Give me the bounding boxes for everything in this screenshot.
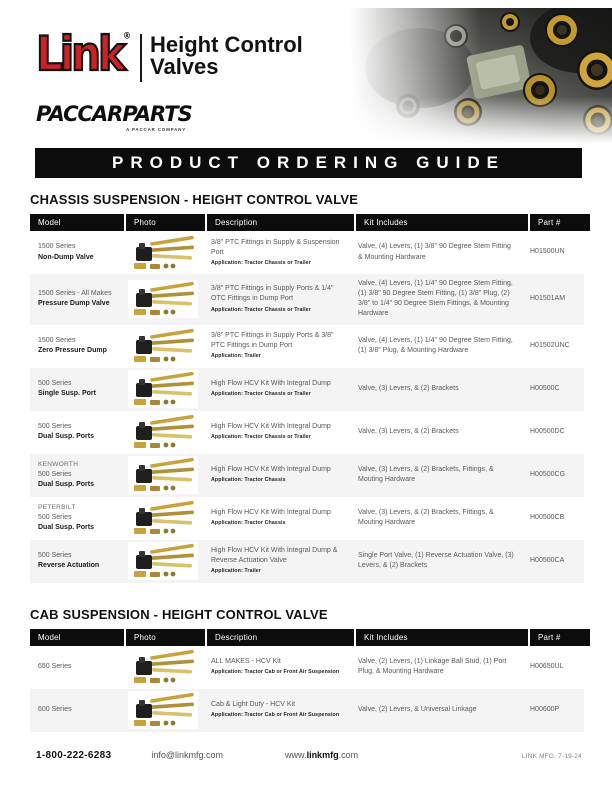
model-cell bbox=[30, 700, 124, 720]
description-cell bbox=[203, 326, 350, 366]
table-row bbox=[30, 231, 584, 274]
part-number: H01500UN bbox=[530, 248, 565, 256]
description-text: High Flow HCV Kit With Integral Dump & Reverse Actuation Valve bbox=[211, 547, 338, 565]
table-row bbox=[30, 646, 584, 689]
model-variant: Dual Susp. Ports bbox=[38, 523, 95, 531]
product-photo bbox=[128, 327, 198, 365]
column-header-part-number: Part # bbox=[530, 629, 590, 646]
product-photo bbox=[128, 280, 198, 318]
kit-includes-text: Valve, (4) Levers, (1) 1/4" 90 Degree Stem Fitting, (1) 3/8" Plug, & Mounting Hardware bbox=[358, 336, 513, 355]
valve-kit-photo-icon bbox=[130, 328, 196, 364]
photo-cell bbox=[124, 411, 203, 453]
description-cell bbox=[203, 417, 350, 447]
model-series: 500 Series bbox=[38, 379, 72, 387]
kit-includes-text: Single Port Valve, (1) Reverse Actuation Valve, (3) Levers, & (2) Brackets bbox=[358, 551, 514, 570]
table-row bbox=[30, 368, 584, 411]
description-text: High Flow HCV Kit With Integral Dump bbox=[211, 423, 331, 431]
registered-mark: ® bbox=[123, 30, 131, 41]
kit-includes-text: Valve, (2) Levers, & Universal Linkage bbox=[358, 705, 477, 713]
model-cell bbox=[30, 417, 124, 447]
description-text: High Flow HCV Kit With Integral Dump bbox=[211, 380, 331, 388]
description-cell bbox=[203, 695, 350, 725]
model-variant: Dual Susp. Ports bbox=[38, 433, 95, 441]
description-text: 3/8" PTC Fittings in Supply Ports & 3/8" PTC Fittings in Dump Port bbox=[211, 332, 334, 350]
valve-kit-photo-icon bbox=[130, 235, 196, 271]
model-series: 1500 Series bbox=[38, 336, 76, 344]
photo-cell bbox=[124, 497, 203, 539]
model-series: 1500 Series - All Makes bbox=[38, 290, 112, 298]
model-series: 500 Series bbox=[38, 513, 72, 521]
photo-cell bbox=[124, 540, 203, 582]
application-text: Application: Tractor Chassis or Trailer bbox=[211, 259, 311, 266]
model-cell bbox=[30, 657, 124, 677]
kit-includes-text: Valve, (4) Levers, (1) 1/4" 90 Degree Stem Fitting, (1) 3/8" 90 Degree Stem Fitting, (1) 3/8" Plug, (2) 3/8" to 1/4" 90 Degree Stem Fittings, & Mounting Hardware bbox=[358, 280, 513, 318]
description-text: 3/8" PTC Fittings in Supply & Suspension Port bbox=[211, 238, 340, 256]
photo-cell bbox=[124, 646, 203, 688]
product-photo bbox=[128, 456, 198, 494]
valve-kit-photo-icon bbox=[130, 543, 196, 579]
model-variant: Non-Dump Valve bbox=[38, 253, 94, 261]
model-cell bbox=[30, 455, 124, 495]
description-cell bbox=[203, 233, 350, 273]
part-number: H00500CG bbox=[530, 470, 566, 478]
table-body bbox=[30, 646, 584, 732]
model-cell bbox=[30, 237, 124, 267]
product-title bbox=[150, 32, 303, 79]
revision-note: LINK MFG. 7-19-24 bbox=[521, 753, 582, 760]
photo-cell bbox=[124, 368, 203, 410]
model-series: 500 Series bbox=[38, 551, 72, 559]
valve-kit-photo-icon bbox=[130, 414, 196, 450]
application-text: Application: Tractor Chassis or Trailer bbox=[211, 434, 311, 441]
tables-area bbox=[30, 192, 584, 732]
description-text: ALL MAKES - HCV Kit bbox=[211, 658, 281, 666]
valve-kit-photo-icon bbox=[130, 692, 196, 728]
section-title: CAB SUSPENSION - HEIGHT CONTROL VALVE bbox=[30, 606, 328, 622]
model-make: KENWORTH bbox=[38, 461, 79, 469]
kit-includes-text: Valve, (3) Levers, & (2) Brackets bbox=[358, 427, 459, 435]
model-variant: Dual Susp. Ports bbox=[38, 480, 95, 488]
description-text: Cab & Light Duty - HCV Kit bbox=[211, 701, 296, 709]
valve-kit-photo-icon bbox=[130, 457, 196, 493]
kit-includes-text: Valve, (4) Levers, (1) 3/8" 90 Degree Stem Fitting & Mounting Hardware bbox=[358, 243, 511, 261]
column-header-part-number: Part # bbox=[530, 214, 590, 231]
photo-cell bbox=[124, 232, 203, 274]
application-text: Application: Tractor Chassis or Trailer bbox=[211, 391, 311, 398]
application-text: Application: Tractor Cab or Front Air Suspension bbox=[211, 669, 340, 676]
column-header-kit-includes: Kit Includes bbox=[356, 629, 528, 646]
valve-kit-photo-icon bbox=[130, 371, 196, 407]
table-body bbox=[30, 231, 584, 583]
application-text: Application: Tractor Chassis bbox=[211, 520, 286, 527]
part-number: H01501AM bbox=[530, 295, 566, 303]
part-number: H00500DC bbox=[530, 427, 565, 435]
model-cell bbox=[30, 546, 124, 576]
description-cell bbox=[203, 374, 350, 404]
product-photo bbox=[128, 499, 198, 537]
part-number: H00500C bbox=[530, 384, 560, 392]
product-photo bbox=[128, 413, 198, 451]
model-cell bbox=[30, 374, 124, 404]
website-link[interactable] bbox=[285, 750, 358, 760]
product-section bbox=[30, 192, 584, 583]
column-header-model: Model bbox=[30, 214, 124, 231]
part-number: H00600P bbox=[530, 705, 560, 713]
column-header-description: Description bbox=[207, 629, 354, 646]
column-header-kit-includes: Kit Includes bbox=[356, 214, 528, 231]
footer bbox=[36, 750, 582, 761]
kit-includes-text: Valve, (2) Levers, (1) Linkage Ball Stud, (1) Port Plug, & Mounting Hardware bbox=[358, 657, 507, 676]
table-header-row bbox=[30, 214, 584, 231]
kit-includes-text: Valve, (3) Levers, & (2) Brackets bbox=[358, 384, 459, 392]
table-row bbox=[30, 274, 584, 325]
link-logo: Link® bbox=[36, 26, 131, 82]
table-row bbox=[30, 325, 584, 368]
website-suffix: .com bbox=[338, 750, 359, 760]
phone-number: 1-800-222-6283 bbox=[36, 750, 112, 761]
table-row bbox=[30, 689, 584, 732]
description-text: High Flow HCV Kit With Integral Dump bbox=[211, 466, 331, 474]
paccar-word: PACCAR bbox=[36, 102, 123, 126]
description-cell bbox=[203, 541, 350, 581]
valve-machinery-photo-icon bbox=[350, 8, 612, 144]
model-cell bbox=[30, 498, 124, 538]
product-photo bbox=[128, 691, 198, 729]
product-photo bbox=[128, 648, 198, 686]
photo-cell bbox=[124, 454, 203, 496]
product-photo bbox=[128, 234, 198, 272]
table-row bbox=[30, 454, 584, 497]
valve-kit-photo-icon bbox=[130, 649, 196, 685]
model-cell bbox=[30, 284, 124, 314]
table-header-row bbox=[30, 629, 584, 646]
part-number: H00650UL bbox=[530, 662, 564, 670]
column-header-model: Model bbox=[30, 629, 124, 646]
model-variant: Pressure Dump Valve bbox=[38, 300, 110, 308]
model-series: 600 Series bbox=[38, 705, 72, 713]
valve-kit-photo-icon bbox=[130, 281, 196, 317]
application-text: Application: Tractor Cab or Front Air Suspension bbox=[211, 712, 340, 719]
section-title: CHASSIS SUSPENSION - HEIGHT CONTROL VALVE bbox=[30, 192, 359, 207]
product-photo bbox=[128, 542, 198, 580]
part-number: H00500CB bbox=[530, 513, 565, 521]
description-text: High Flow HCV Kit With Integral Dump bbox=[211, 509, 331, 517]
application-text: Application: Trailer bbox=[211, 568, 261, 575]
model-variant: Reverse Actuation bbox=[38, 562, 100, 570]
column-header-description: Description bbox=[207, 214, 354, 231]
model-series: 500 Series bbox=[38, 470, 72, 478]
model-variant: Zero Pressure Dump bbox=[38, 347, 107, 355]
parts-word: PARTS bbox=[122, 102, 192, 126]
application-text: Application: Tractor Chassis or Trailer bbox=[211, 306, 311, 313]
description-cell bbox=[203, 652, 350, 682]
product-title-line2: Valves bbox=[150, 54, 219, 80]
part-number: H00500CA bbox=[530, 556, 565, 564]
photo-cell bbox=[124, 325, 203, 367]
photo-cell bbox=[124, 278, 203, 320]
description-cell bbox=[203, 503, 350, 533]
model-series: 650 Series bbox=[38, 662, 72, 670]
model-cell bbox=[30, 331, 124, 361]
application-text: Application: Tractor Chassis bbox=[211, 477, 286, 484]
description-cell bbox=[203, 279, 350, 319]
product-section bbox=[30, 607, 584, 732]
website-prefix: www. bbox=[285, 750, 307, 760]
product-title-line1: Height Control bbox=[150, 32, 303, 57]
model-make: PETERBILT bbox=[38, 504, 76, 512]
kit-includes-text: Valve, (3) Levers, & (2) Brackets, Fittings, & Mouting Hardware bbox=[358, 465, 494, 484]
paccar-tagline: A PACCAR COMPANY bbox=[126, 127, 186, 132]
hero-valve-photo bbox=[350, 8, 612, 144]
brand-divider bbox=[140, 34, 142, 82]
paccar-parts-logo bbox=[36, 104, 192, 132]
description-cell bbox=[203, 460, 350, 490]
brand-header bbox=[36, 26, 303, 82]
product-photo bbox=[128, 370, 198, 408]
model-series: 1500 Series bbox=[38, 243, 76, 251]
kit-includes-text: Valve, (3) Levers, & (2) Brackets, Fittings, & Mouting Hardware bbox=[358, 508, 494, 527]
table-row bbox=[30, 411, 584, 454]
product-ordering-guide-banner: PRODUCT ORDERING GUIDE bbox=[35, 148, 582, 178]
application-text: Application: Trailer bbox=[211, 353, 261, 360]
valve-kit-photo-icon bbox=[130, 500, 196, 536]
photo-cell bbox=[124, 689, 203, 731]
model-series: 500 Series bbox=[38, 422, 72, 430]
part-number: H01502UNC bbox=[530, 341, 570, 349]
description-text: 3/8" PTC Fittings in Supply Ports & 1/4" OTC Fittings in Dump Port bbox=[211, 285, 334, 303]
model-variant: Single Susp. Port bbox=[38, 390, 96, 398]
email-link[interactable]: info@linkmfg.com bbox=[151, 750, 224, 760]
website-name: linkmfg bbox=[306, 750, 339, 760]
table-row bbox=[30, 540, 584, 583]
table-row bbox=[30, 497, 584, 540]
column-header-photo: Photo bbox=[126, 629, 205, 646]
column-header-photo: Photo bbox=[126, 214, 205, 231]
